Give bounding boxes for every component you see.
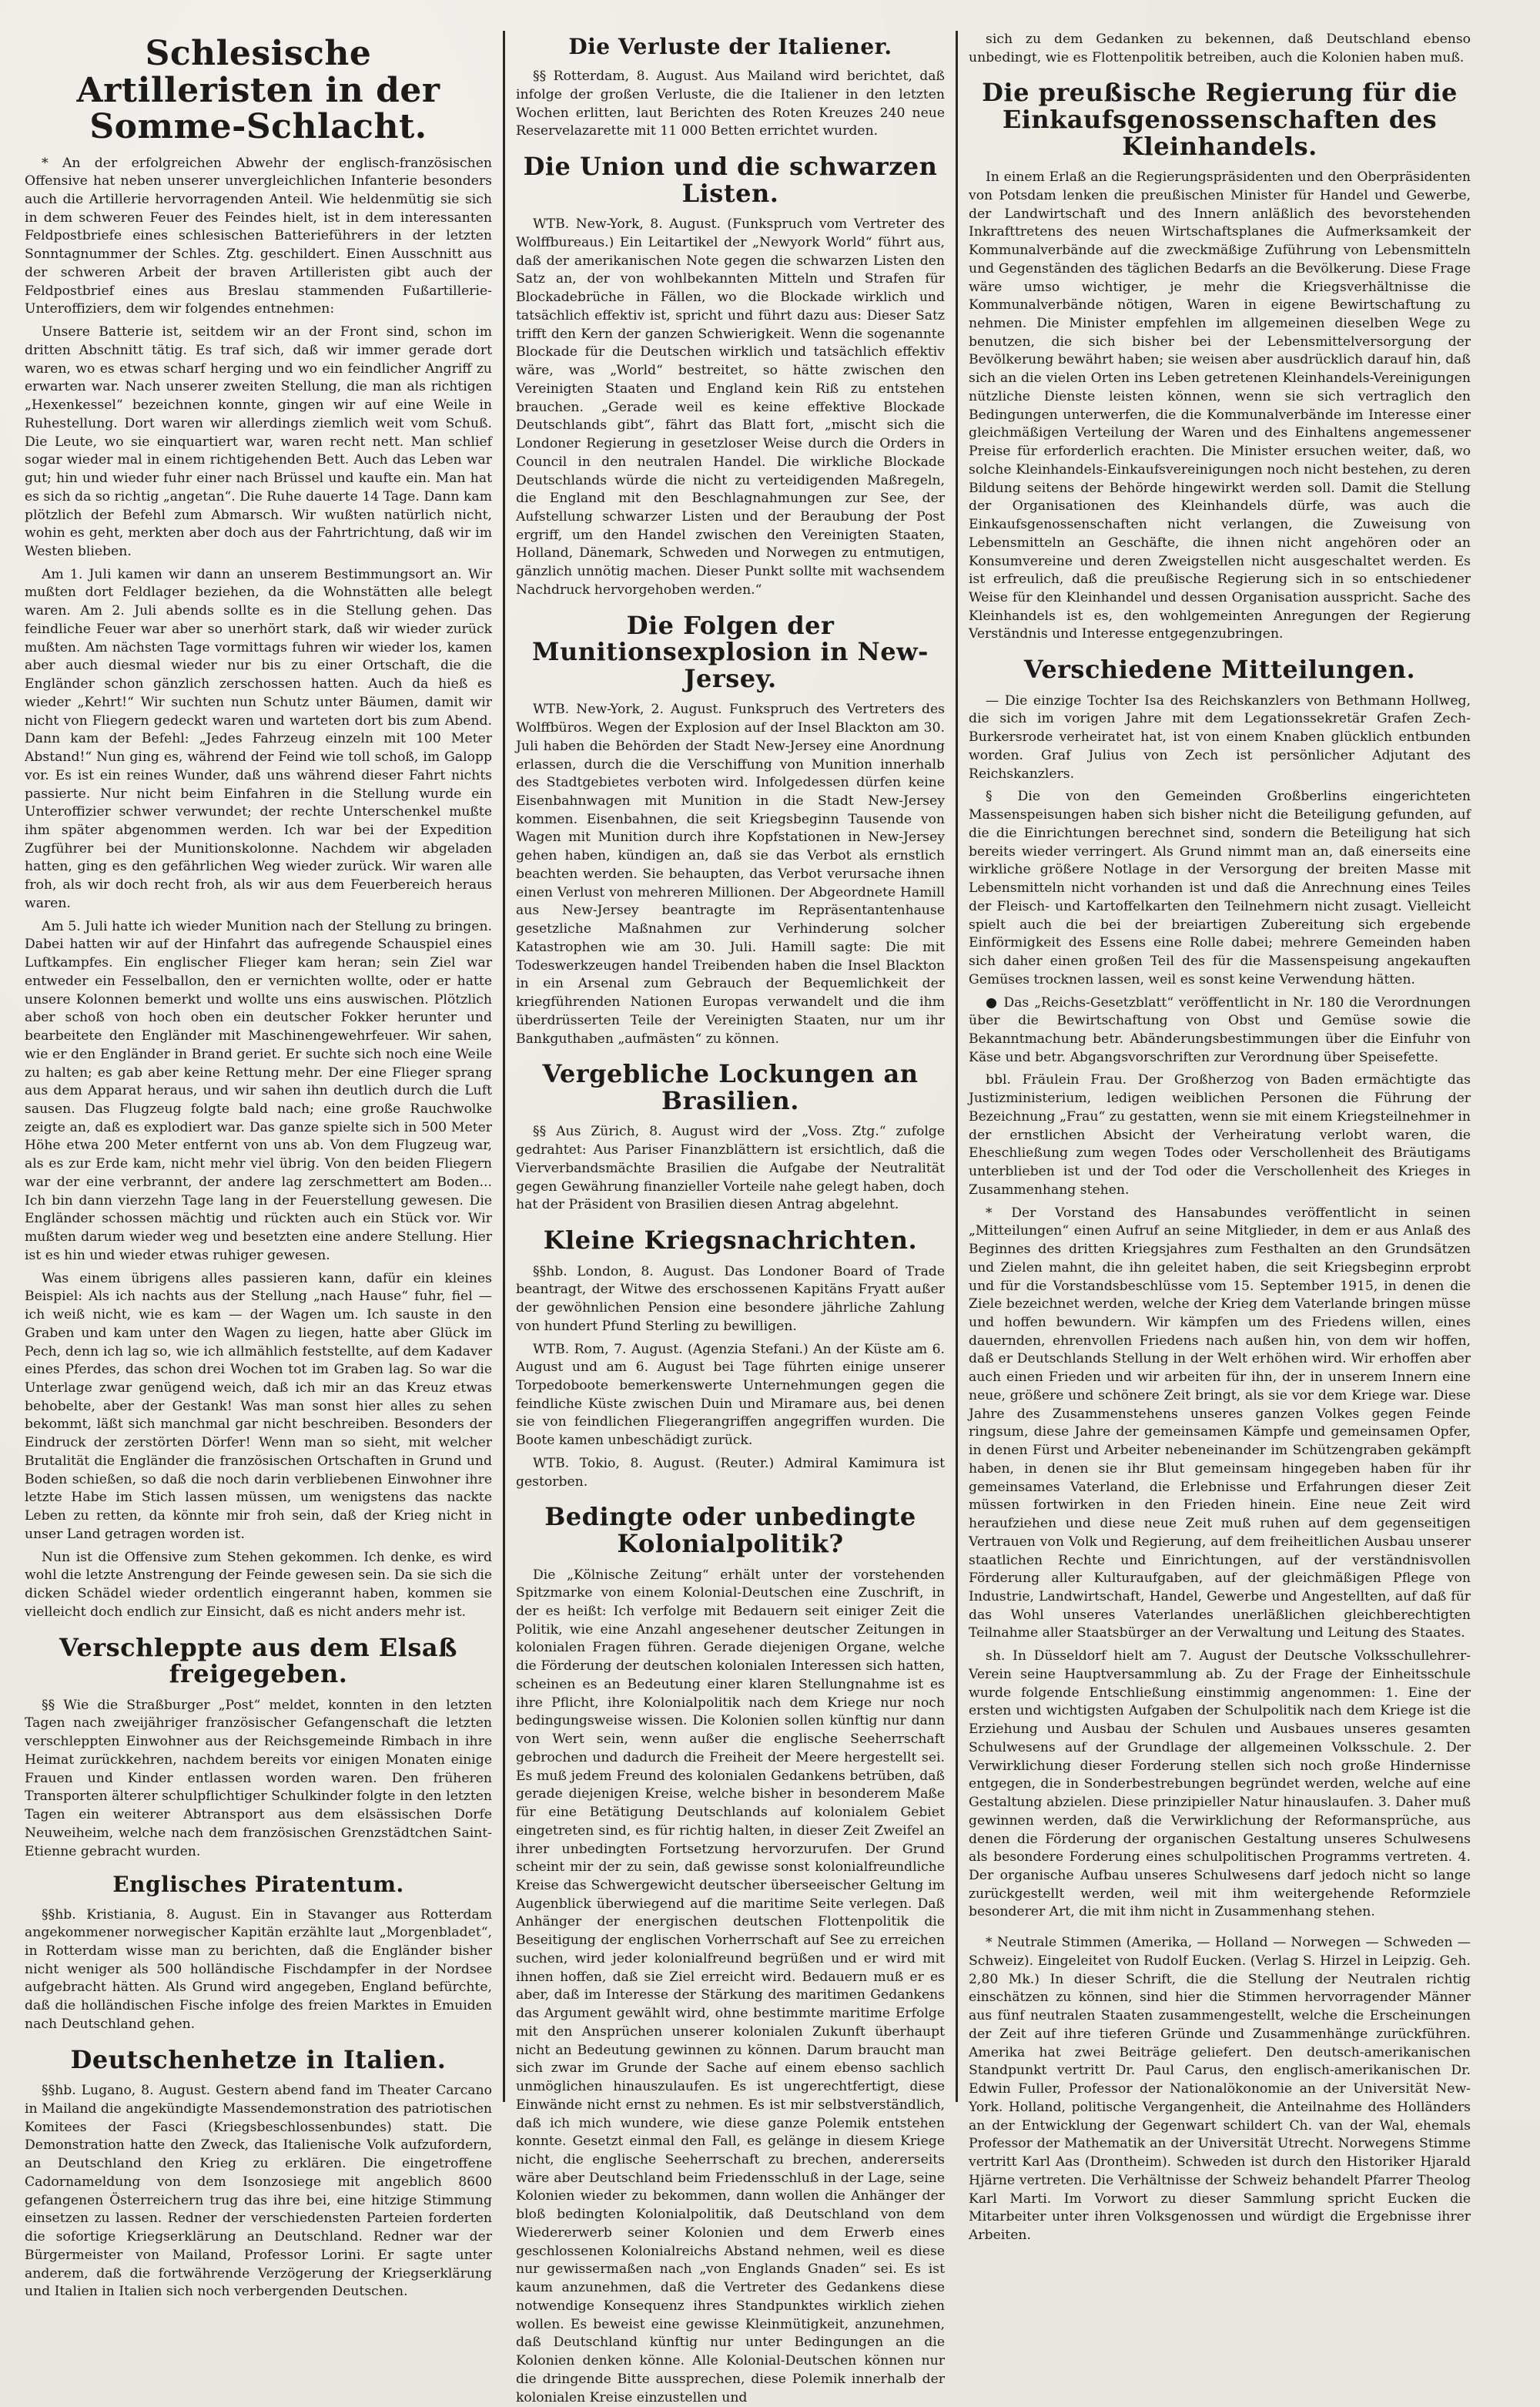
article-paragraph: sich zu dem Gedanken zu bekennen, daß Deutschland ebenso unbedingt, wie es Flottenpolitik betreiben, auch die Kolonien haben muß. — [969, 31, 1471, 67]
article-paragraph: Was einem übrigens alles passieren kann, dafür ein kleines Beispiel: Als ich nachts aus der Stellung „nach Hause“ fuhr, fiel — ich weiß nicht, wie es kam — der Wagen um. Ich sauste in den Graben und kam unter den Wagen zu liegen, hatte aber Glück im Pech, denn ich lag so, wie ich allmählich feststellte, auf dem Kadaver eines Pferdes, das schon drei Wochen tot im Graben lag. So war die Unterlage zwar genügend weich, daß ich mir an das Kreuz etwas behobelte, aber der Gestank! Was man sonst hier alles zu sehen bekommt, läßt sich manchmal gar nicht beschreiben. Besonders der Eindruck der zerstörten Dörfer! Wenn man so sieht, mit welcher Brutalität die Engländer die französischen Ortschaften in Grund und Boden schießen, so daß die noch darin verbliebenen Einwohner ihre letzte Habe im Stich lassen müssen, um wenigstens das nackte Leben zu retten, da könnte mir froh sein, daß der Krieg nicht in unser Land getragen worden ist. — [25, 1270, 492, 1544]
article-paragraph: In einem Erlaß an die Regierungspräsidenten und den Oberpräsidenten von Potsdam lenken die preußischen Minister für Handel und Gewerbe, der Landwirtschaft und des Innern anläßlich des bevorstehenden Inkrafttretens des neuen Wirtschaftsplanes die Aufmerksamkeit der Kommunalverbände auf die zweckmäßige Zuführung von Lebensmitteln und Gegenständen des täglichen Bedarfs an die Bevölkerung. Diese Frage wäre umso wichtiger, je mehr die Kriegsverhältnisse die Kommunalverbände nötigen, Waren in eigene Bewirtschaftung zu nehmen. Die Minister empfehlen im allgemeinen dieselben Wege zu benutzen, die sich bisher bei der Lebensmittelversorgung der Bevölkerung bewährt haben; sie weisen aber ausdrücklich darauf hin, daß sich an die vielen Orten ins Leben getretenen Kleinhandels-Vereinigungen nützliche Dienste leisten können, wenn sie sich vertraglich den Bedingungen unterwerfen, die die Kommunalverbände im Interesse einer gleichmäßigen Verteilung der Waren und des Einhaltens angemessener Preise für erforderlich erachten. Die Minister ersuchen weiter, daß, wo solche Kleinhandels-Einkaufsvereinigungen noch nicht bestehen, zu deren Bildung seitens der Behörde hingewirkt werden soll. Damit die Stellung der Organisationen des Kleinhandels dürfe, was auch die Einkaufsgenossenschaften nicht verlangen, die Zuweisung von Lebensmitteln an Geschäfte, die ihnen nicht angehören oder an Konsumvereine und deren Zweigstellen nicht ausgeschaltet werden. Es ist erfreulich, daß die preußische Regierung sich in so entschiedener Weise für den Kleinhandel und dessen Organisation ausspricht. Sache des Kleinhandels ist es, den wohlgemeinten Anregungen der Regierung Verständnis und Interesse entgegenzubringen. — [969, 169, 1471, 644]
column-1 — [14, 31, 503, 2102]
article — [969, 656, 1471, 1922]
article-headline: Verschleppte aus dem Elsaß freigegeben. — [25, 1634, 492, 1688]
article-headline: Deutschenhetze in Italien. — [25, 2047, 492, 2073]
article — [516, 153, 945, 600]
article-headline: Kleine Kriegsnachrichten. — [516, 1227, 945, 1254]
column-2 — [505, 31, 956, 2102]
article-paragraph: §§hb. Kristiania, 8. August. Ein in Stavanger aus Rotterdam angekommener norwegischer Kapitän erzählte laut „Morgenbladet“, in Rotterdam wisse man zu berichten, daß die Engländer bisher nicht weniger als 500 holländische Fischdampfer in der Nordsee aufgebracht hätten. Als Grund wird angegeben, England befürchte, daß die holländischen Fische infolge des freien Marktes in Emuiden nach Deutschland gehen. — [25, 1906, 492, 2034]
article-paragraph: § Die von den Gemeinden Großberlins eingerichteten Massenspeisungen haben sich bisher nicht die Beteiligung gefunden, auf die die Einrichtungen berechnet sind, sondern die Beteiligung hat sich bereits wieder verringert. Als Grund nimmt man an, daß einerseits eine wirkliche größere Notlage in der Versorgung der breiten Masse mit Lebensmitteln nicht vorhanden ist und daß die Anrechnung eines Teiles der Fleisch- und Kartoffelkarten den Teilnehmern nicht zusagt. Vielleicht spielt auch die bei der breiartigen Zubereitung sich ergebende Einförmigkeit des Essens eine Rolle dabei; mehrere Gemeinden haben sich daher einen großen Teil des für die Massenspeisung angekauften Gemüses trocknen lassen, weil es sonst keine Verwendung hätten. — [969, 788, 1471, 989]
article-paragraph: Die „Kölnische Zeitung“ erhält unter der vorstehenden Spitzmarke von einem Kolonial-Deutschen eine Zuschrift, in der es heißt: Ich verfolge mit Bedauern seit einiger Zeit die Politik, wie eine Anzahl angesehener deutscher Zeitungen in kolonialen Fragen führen. Gerade diejenigen Organe, welche die Förderung der deutschen kolonialen Interessen sich hatten, scheinen es an Bedeutung einer klaren Stellungnahme ist es ihre Pflicht, ihre Kolonialpolitik nach dem Kriege nur noch bedingungsweise wissen. Die Kolonien sollen künftig nur dann von Wert sein, wenn außer die englische Seeherrschaft gebrochen und dadurch die Freiheit der Meere hergestellt sei. Es muß jedem Freund des kolonialen Gedankens betrüben, daß gerade diejenigen Kreise, welche bisher in besonderem Maße für eine Betätigung Deutschlands auf kolonialem Gebiet eingetreten sind, es für richtig halten, in dieser Zeit Zweifel an ihrer unbedingten Fortsetzung hervorzurufen. Der Grund scheint mir der zu sein, daß gewisse sonst kolonialfreundliche Kreise das Schwergewicht deutscher überseeischer Geltung im Augenblick überwiegend auf die maritime Seite verlegen. Daß Anhänger der energischen deutschen Flottenpolitik die Beseitigung der englischen Vorherrschaft auf See zu erreichen suchen, wird jeder kolonialfreund begrüßen und er wird mit ihnen hoffen, daß sie Ziel erreicht wird. Bedauern muß er es aber, daß im Interesse der Stärkung des maritimen Gedankens das Argument gewählt wird, ohne bestimmte maritime Erfolge mit den Ansprüchen unserer kolonialen Zukunft überhaupt nicht an Bedeutung gewinnen zu können. Darum braucht man sich zwar im Grunde der Sache auf einem ebenso sachlich unmöglichen hinauszulaufen. Es ist ungerechtfertigt, diese Einwände nicht ernst zu nehmen. Es ist mir selbstverständlich, daß ich mich wundere, wie diese ganze Polemik entstehen konnte. Gesetzt einmal den Fall, es gelänge in diesem Kriege nicht, die englische Seeherrschaft zu brechen, andererseits wäre aber Deutschland beim Friedensschluß in der Lage, seine Kolonien wieder zu bekommen, dann wollen die Anhänger der bloß bedingten Kolonialpolitik, daß Deutschland von dem Wiedererwerb seiner Kolonien und dem Erwerb eines geschlossenen Kolonialreichs Abstand nehmen, weil es diese nur gewissermaßen nach „von Englands Gnaden“ sei. Es ist kaum anzunehmen, daß die Vertreter des Gedankens diese notwendige Konsequenz ihres Standpunktes wirklich ziehen wollen. Es beweist eine gewisse Kleinmütigkeit, anzunehmen, daß Deutschland künftig nur unter Bedingungen an die Kolonien denken könne. Alle Kolonial-Deutschen können nur die dringende Bitte aussprechen, diese Polemik innerhalb der kolonialen Kreise einzustellen und — [516, 1567, 945, 2407]
article — [516, 35, 945, 141]
article-headline: Englisches Piratentum. — [25, 1873, 492, 1896]
article — [25, 1873, 492, 2033]
article-headline: Die Verluste der Italiener. — [516, 35, 945, 59]
article-paragraph: bbl. Fräulein Frau. Der Großherzog von Baden ermächtigte das Justizministerium, ledigen weiblichen Personen die Führung der Bezeichnung „Frau“ zu gestatten, wenn sie mit einem Kriegsteilnehmer in der ernstlichen Absicht der Verheiratung verlobt waren, die Eheschließung zum wegen Todes oder Verschollenheit des Bräutigams unterblieben ist und der Tod oder die Verschollenheit des Krieges in Zusammenhang stehen. — [969, 1071, 1471, 1199]
article-paragraph: §§ Aus Zürich, 8. August wird der „Voss. Ztg.“ zufolge gedrahtet: Aus Pariser Finanzblättern ist ersichtlich, daß die Vierverbandsmächte Brasilien die Aufgabe der Neutralität gegen Gewährung finanzieller Vorteile nahe gelegt haben, doch hat der Präsident von Brasilien diesen Antrag abgelehnt. — [516, 1123, 945, 1215]
article — [969, 1934, 1471, 2244]
article — [516, 1227, 945, 1491]
article-paragraph: WTB. Tokio, 8. August. (Reuter.) Admiral Kamimura ist gestorben. — [516, 1455, 945, 1491]
article — [516, 612, 945, 1049]
article-headline: Schlesische Artilleristen in der Somme-Schlacht. — [25, 35, 492, 146]
article-paragraph: WTB. New-York, 2. August. Funkspruch des Vertreters des Wolffbüros. Wegen der Explosion auf der Insel Blackton am 30. Juli haben die Behörden der Stadt New-Jersey eine Anordnung erlassen, durch die die Verschiffung von Munition innerhalb des Stadtgebietes verboten wird. Infolgedessen dürfen keine Eisenbahnwagen mit Munition in die Stadt New-Jersey kommen. Eisenbahnen, die seit Kriegsbeginn Tausende von Wagen mit Munition durch ihre Kopfstationen in New-Jersey gehen haben, kündigen an, daß sie das Verbot als ernstlich beachten werden. Sie behaupten, das Verbot verursache ihnen einen Verlust von mehreren Millionen. Der Abgeordnete Hamill aus New-Jersey beantragte im Repräsentantenhause gesetzliche Maßnahmen zur Verhinderung solcher Katastrophen wie am 30. Juli. Hamill sagte: Die mit Todeswerkzeugen handel Treibenden haben die Insel Blackton in ein Arsenal zum Gebrauch der Bequemlichkeit der kriegführenden Nationen Europas verwandelt und die ihm überdrüsserten Teile der Vereinigten Staaten, nur um ihr Bankguthaben „aufmästen“ zu können. — [516, 701, 945, 1048]
article-headline: Vergebliche Lockungen an Brasilien. — [516, 1061, 945, 1114]
article — [969, 79, 1471, 644]
article-paragraph: Am 1. Juli kamen wir dann an unserem Bestimmungsort an. Wir mußten dort Feldlager beziehen, da die Wohnstätten alle belegt waren. Am 2. Juli abends sollte es in die Stellung gehen. Das feindliche Feuer war aber so unerhört stark, daß wir wieder zurück mußten. Am nächsten Tage vormittags fuhren wir wieder los, kamen aber auch diesmal wieder nur bis zu einer Ortschaft, die die Engländer schon gänzlich zerschossen hatten. Auch da hieß es wieder „Kehrt!“ Wir suchten nun Schutz unter Bäumen, damit wir nicht von Fliegern gedeckt waren und warteten dort bis zum Abend. Dann kam der Befehl: „Jedes Fahrzeug einzeln mit 100 Meter Abstand!“ Nun ging es, während der Feind wie toll schoß, im Galopp vor. Es ist ein reines Wunder, daß uns während dieser Fahrt nichts passierte. Nur nicht beim Einfahren in die Stellung wurde ein Unteroffizier schwer verwundet; der rechte Unterschenkel mußte ihm später abgenommen werden. Ich war bei der Expedition Zugführer bei der Munitionskolonne. Nachdem wir abgeladen hatten, ging es den gefährlichen Weg wieder zurück. Wir waren alle froh, als wir doch recht froh, als wir aus dem Feuerbereich heraus waren. — [25, 566, 492, 914]
article-paragraph: — Die einzige Tochter Isa des Reichskanzlers von Bethmann Hollweg, die sich im vorigen Jahre mit dem Legationssekretär Grafen Zech-Burkersrode verheiratet hat, ist von einem Knaben glücklich entbunden worden. Graf Julius von Zech ist persönlicher Adjutant des Reichskanzlers. — [969, 692, 1471, 784]
article-paragraph: §§ Wie die Straßburger „Post“ meldet, konnten in den letzten Tagen nach zweijähriger französischer Gefangenschaft die letzten verschleppten Einwohner aus der Reichsgemeinde Rimbach in ihre Heimat zurückkehren, nachdem bereits vor einigen Monaten einige Frauen und Kinder entlassen worden waren. Den früheren Transporten älterer schulpflichtiger Schulkinder folgte in den letzten Tagen ein weiterer Abtransport aus dem elsässischen Dorfe Neuweiheim, welche nach dem französischen Grenzstädtchen Saint-Etienne gebracht wurden. — [25, 1697, 492, 1862]
columns — [14, 31, 1514, 2102]
article-paragraph: Am 5. Juli hatte ich wieder Munition nach der Stellung zu bringen. Dabei hatten wir auf der Hinfahrt das aufregende Schauspiel eines Luftkampfes. Ein englischer Flieger kam heran; sein Ziel war entweder ein Fesselballon, den er vernichten wollte, oder er hatte unsere Kolonnen bemerkt und wollte uns eins auswischen. Plötzlich aber schoß von hoch oben ein deutscher Fokker herunter und bearbeitete den Engländer mit Maschinengewehrfeuer. Wir sahen, wie er den Engländer in Brand geriet. Er suchte sich noch eine Weile zu halten; es gab aber keine Rettung mehr. Der eine Flieger sprang aus dem Apparat heraus, und wir sahen ihn deutlich durch die Luft sausen. Das Flugzeug folgte bald nach; eine große Rauchwolke zeigte an, daß es explodiert war. Das ganze spielte sich in 500 Meter Höhe etwa 200 Meter entfernt von uns ab. Von dem Flugzeug war, als es zur Erde kam, nicht mehr viel übrig. Von den beiden Fliegern war der eine verbrannt, der andere lag zerschmettert am Boden... Ich bin dann vierzehn Tage lang in der Feuerstellung gewesen. Die Engländer schossen mächtig und rückten auch ein Stück vor. Wir mußten darum wieder weg und besetzten eine andere Stellung. Hier ist es hin und wieder etwas ruhiger gewesen. — [25, 918, 492, 1266]
article-paragraph: §§hb. London, 8. August. Das Londoner Board of Trade beantragt, der Witwe des erschossenen Kapitäns Fryatt außer der gewöhnlichen Pension eine besondere jährliche Zahlung von hundert Pfund Sterling zu bewilligen. — [516, 1263, 945, 1336]
article-paragraph: WTB. New-York, 8. August. (Funkspruch vom Vertreter des Wolffbureaus.) Ein Leitartikel der „Newyork World“ führt aus, daß der amerikanischen Note gegen die schwarzen Listen den Satz an, der von wohlbekannten Mitteln und Strafen für Blockadebrüche in Fällen, wo die Blockade wirklich und tatsächlich effektiv ist, spricht und führt dazu aus: Dieser Satz trifft den Kern der ganzen Schwierigkeit. Wenn die sogenannte Blockade für die Deutschen wirklich und tatsächlich effektiv wäre, was „World“ bestreitet, so hätte zwischen den Vereinigten Staaten und England kein Riß zu entstehen brauchen. „Gerade weil es keine effektive Blockade Deutschlands gibt“, fährt das Blatt fort, „mischt sich die Londoner Regierung in gesetzloser Weise durch die Orders in Council in den neutralen Handel. Die wirkliche Blockade Deutschlands würde die nicht zu verteidigenden Maßregeln, die England mit den Beschlagnahmungen zur See, der Aufstellung schwarzer Listen und der Beraubung der Post ergriff, um den Handel zwischen den Vereinigten Staaten, Holland, Dänemark, Schweden und Norwegen zu entmutigen, gänzlich unnötig machen. Dieser Punkt sollte mit wachsendem Nachdruck hervorgehoben werden.“ — [516, 216, 945, 599]
article-headline: Bedingte oder unbedingte Kolonialpolitik? — [516, 1504, 945, 1557]
article-paragraph: * Neutrale Stimmen (Amerika, — Holland — Norwegen — Schweden — Schweiz). Eingeleitet von Rudolf Eucken. (Verlag S. Hirzel in Leipzig. Geh. 2,80 Mk.) In dieser Schrift, die die Stellung der Neutralen richtig einschätzen zu können, sind hier die Stimmen hervorragender Männer aus fünf neutralen Staaten zusammengestellt, welche die Erscheinungen der Zeit auf ihre tieferen Gründe und Zusammenhänge zurückführen. Amerika hat zwei Beiträge geliefert. Den deutsch-amerikanischen Standpunkt vertritt Dr. Paul Carus, den englisch-amerikanischen Dr. Edwin Fuller, Professor der Nationalökonomie an der Universität New-York. Holland, politische Vergangenheit, die Anteilnahme des Holländers an der Entwicklung der Gegenwart schildert Ch. van der Wal, ehemals Professor der Mathematik an der Universität Utrecht. Norwegens Stimme vertritt Karl Aas (Drontheim). Schweden ist durch den Historiker Hjarald Hjärne vertreten. Die Verhältnisse der Schweiz behandelt Pfarrer Theolog Karl Marti. Im Vorwort zu dieser Sammlung spricht Eucken die Mitarbeiter unter ihren Volksgenossen und würdigt die Ergebnisse ihrer Arbeiten. — [969, 1934, 1471, 2244]
article-paragraph: Unsere Batterie ist, seitdem wir an der Front sind, schon im dritten Abschnitt tätig. Es traf sich, daß wir immer gerade dort waren, wo es etwas scharf herging und wo ein feindlicher Angriff zu erwarten war. Nach unserer zweiten Stellung, die man als richtigen „Hexenkessel“ bezeichnen konnte, gingen wir auf eine Weile in Ruhestellung. Dort waren wir allerdings ziemlich weit vom Schuß. Die Leute, wo sie einquartiert war, waren recht nett. Man schlief sogar wieder mal in einem richtigehenden Bett. Auch das Leben war gut; hin und wieder fuhr einer nach Brüssel und kaufte ein. Man hat es sich da so richtig „angetan“. Die Ruhe dauerte 14 Tage. Dann kam plötzlich der Befehl zum Abmarsch. Wir wußten natürlich nicht, wohin es geht, merkten aber doch aus der Fahrtrichtung, daß wir im Westen blieben. — [25, 324, 492, 562]
article — [969, 31, 1471, 67]
article-headline: Verschiedene Mitteilungen. — [969, 656, 1471, 683]
article — [25, 1634, 492, 1862]
article-paragraph: §§hb. Lugano, 8. August. Gestern abend fand im Theater Carcano in Mailand die angekündigte Massendemonstration des patriotischen Komitees der Fasci (Kriegsbeschlossenbundes) statt. Die Demonstration hatte den Zweck, das Italienische Volk aufzufordern, an Deutschland den Krieg zu erklären. Die eingetroffene Cadornameldung von dem Isonzosiege mit angeblich 8600 gefangenen Österreichern trug das ihre bei, eine hitzige Stimmung einsetzen zu lassen. Redner der verschiedensten Parteien forderten die sofortige Kriegserklärung an Deutschland. Redner war der Bürgermeister von Mailand, Professor Lorini. Er sagte unter anderem, daß die fortwährende Verzögerung der Kriegserklärung und Italien in Italien sich noch verbergenden Deutschen. — [25, 2082, 492, 2301]
article — [516, 1061, 945, 1215]
article — [25, 2047, 492, 2301]
article-paragraph: ● Das „Reichs-Gesetzblatt“ veröffentlicht in Nr. 180 die Verordnungen über die Bewirtschaftung von Obst und Gemüse sowie die Bekanntmachung betr. Abänderungsbestimmungen über die Einfuhr von Käse und betr. Abgangsvorschriften zur Verordnung über Speisefette. — [969, 994, 1471, 1068]
article-headline: Die preußische Regierung für die Einkaufsgenossenschaften des Kleinhandels. — [969, 79, 1471, 159]
article-paragraph: * An der erfolgreichen Abwehr der englisch-französischen Offensive hat neben unserer unvergleichlichen Infanterie besonders auch die Artillerie hervorragenden Anteil. Wie heldenmütig sie sich in dem schweren Feuer des Feindes hielt, ist in dem interessanten Feldpostbriefe eines schlesischen Batterieführers in der letzten Sonntagnummer der Schles. Ztg. geschildert. Einen Ausschnitt aus der schweren Arbeit der braven Artilleristen gibt auch der Feldpostbrief eines aus Breslau stammenden Fußartillerie-Unteroffiziers, dem wir folgendes entnehmen: — [25, 155, 492, 320]
article-paragraph: sh. In Düsseldorf hielt am 7. August der Deutsche Volksschullehrer-Verein seine Hauptversammlung ab. Zu der Frage der Einheitsschule wurde folgende Entschließung einstimmig angenommen: 1. Eine der ersten und wichtigsten Aufgaben der Schulpolitik nach dem Kriege ist die Erziehung und Ausbau der Schulen und Ausbaues unseres gesamten Schulwesens auf der Grundlage der allgemeinen Volksschule. 2. Der Verwirklichung dieser Forderung stellen sich noch große Hindernisse entgegen, die in Sonderbestrebungen begründet werden, welche auf eine Gestaltung abzielen. Diese prinzipieller Natur hinauslaufen. 3. Daher muß gewinnen werden, daß die Verwirklichung der Reformansprüche, aus denen die Förderung der organischen Gestaltung unseres Schulwesens als besondere Forderung eines schulpolitischen Programms vertreten. 4. Der organische Aufbau unseres Schulwesens darf jedoch nicht so lange zurückgestellt werden, weil mit ihm weitergehende Reformziele besonderer Art, die mit ihm nicht in Zusammenhang stehen. — [969, 1648, 1471, 1922]
article-paragraph: Nun ist die Offensive zum Stehen gekommen. Ich denke, es wird wohl die letzte Anstrengung der Feinde gewesen sein. Da sie sich die dicken Schädel wieder ordentlich eingerannt haben, kommen sie vielleicht doch endlich zur Einsicht, daß es nicht anders mehr ist. — [25, 1549, 492, 1622]
article-paragraph: * Der Vorstand des Hansabundes veröffentlicht in seinen „Mitteilungen“ einen Aufruf an seine Mitglieder, in dem er aus Anlaß des Beginnes des dritten Kriegsjahres zum Festhalten an den Grundsätzen und Zielen mahnt, die ihn geleitet haben, die seit Kriegsbeginn erprobt und für die Vorstandsbeschlüsse vom 15. September 1915, in denen die Ziele bezeichnet werden, welche der Krieg dem Vaterlande bringen müsse und hoffen bewundern. Wir kämpfen um des Friedens willen, eines dauernden, ehrenvollen Friedens nach außen hin, von dem wir hoffen, daß er Deutschlands Stellung in der Welt erhöhen wird. Wir erhoffen aber auch einen Frieden und wir arbeiten für ihn, der in unserem Innern eine neue, größere und schönere Zeit bringt, als sie vor dem Kriege war. Diese Jahre des Zusammenstehens unseres ganzen Volkes gegen Feinde ringsum, diese Jahre der gemeinsamen Kämpfe und gemeinsamen Opfer, in denen Fürst und Arbeiter nebeneinander im Schützengraben gekämpft haben, in denen sie ihr Blut gemeinsam hingegeben haben für ihr gemeinsames Vaterland, die Erlebnisse und Erfahrungen dieser Zeit müssen fortwirken in den Frieden hinein. Eine neue Zeit wird heraufziehen und diese neue Zeit muß ruhen auf dem gegenseitigen Vertrauen von Volk und Regierung, auf dem freiheitlichen Ausbau unserer staatlichen Rechte und Einrichtungen, auf der verständnisvollen Förderung aller Kulturaufgaben, auf der gleichmäßigen Pflege von Industrie, Landwirtschaft, Handel, Gewerbe und Angestellten, auf daß für das Wohl unseres Vaterlandes unerläßlichen gleichberechtigten Teilnahme aller Staatsbürger an der Verwaltung und Leitung des Staates. — [969, 1205, 1471, 1644]
column-3 — [958, 31, 1481, 2102]
article — [516, 1504, 945, 2407]
article-paragraph: §§ Rotterdam, 8. August. Aus Mailand wird berichtet, daß infolge der großen Verluste, die die Italiener in den letzten Wochen erlitten, laut Berichten des Roten Kreuzes 240 neue Reservelazarette mit 11 000 Betten errichtet wurden. — [516, 68, 945, 141]
article-headline: Die Folgen der Munitionsexplosion in New-Jersey. — [516, 612, 945, 692]
article — [25, 35, 492, 1622]
article-headline: Die Union und die schwarzen Listen. — [516, 153, 945, 206]
article-paragraph: WTB. Rom, 7. August. (Agenzia Stefani.) An der Küste am 6. August und am 6. August bei Tage führten einige unserer Torpedoboote bemerkenswerte Unternehmungen gegen die feindliche Küste zwischen Duin und Miramare aus, bei denen sie von feindlichen Fliegerangriffen angegriffen wurden. Die Boote kamen unbeschädigt zurück. — [516, 1341, 945, 1450]
